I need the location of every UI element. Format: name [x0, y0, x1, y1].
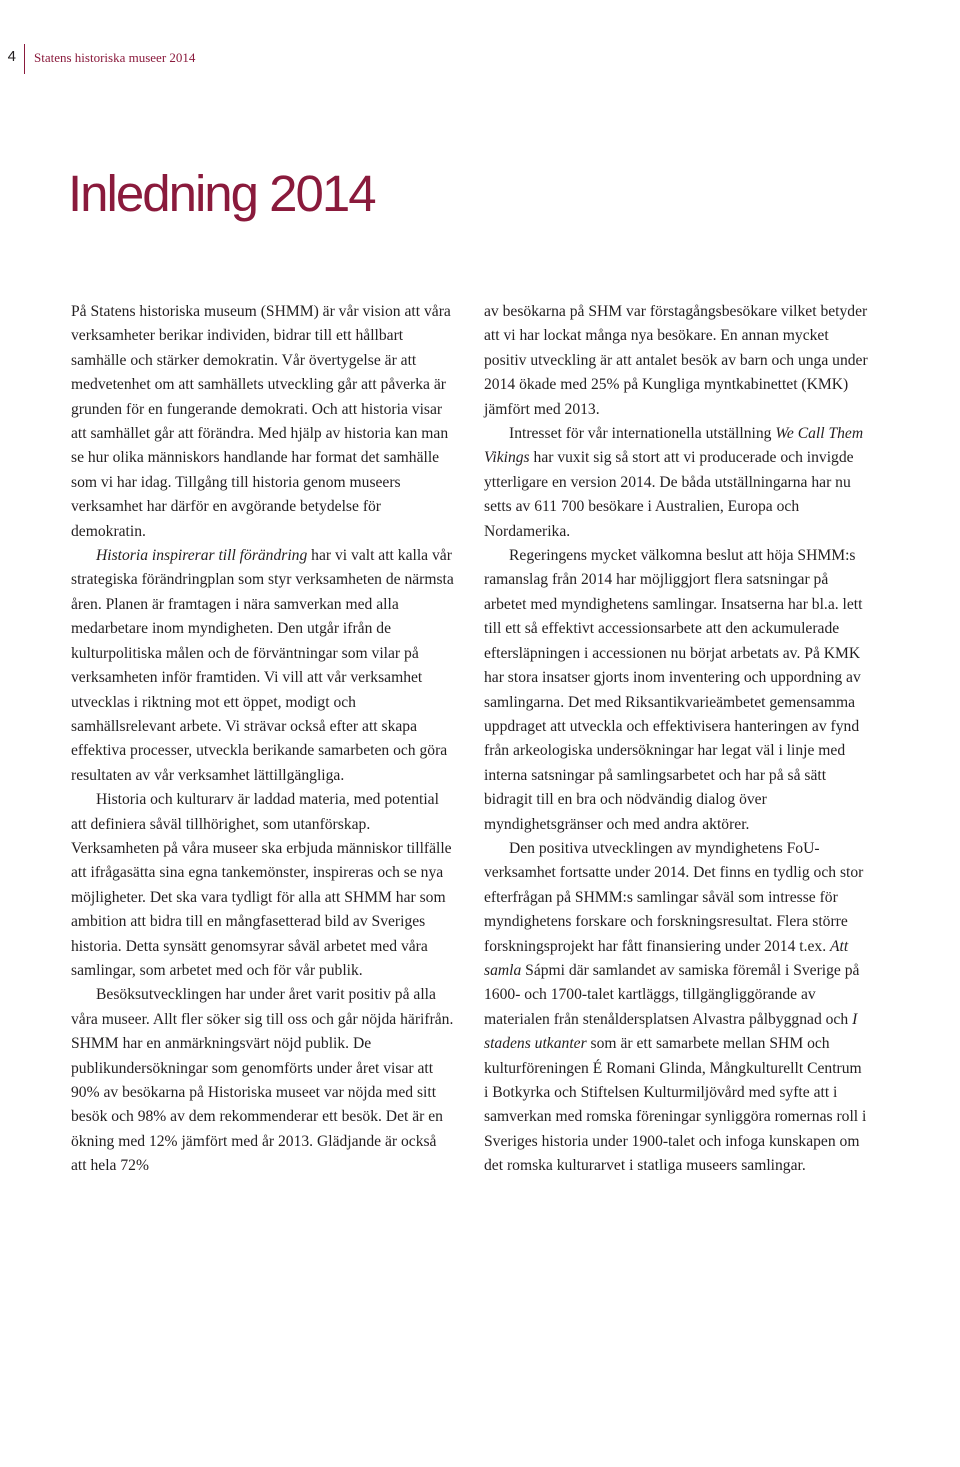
paragraph-text: som är ett samarbete mellan SHM och kulturföreningen É Romani Glinda, Mångkulturellt Centrum i Botkyrka och Stiftelsen Kulturmiljövård med syfte att i samverkan med romska föreningar synliggöra romernas roll i Sveriges historia under 1900-talet och infoga kunskapen om det romska kulturarvet i statliga museers samlingar. [484, 1035, 867, 1175]
paragraph-text: Den positiva utvecklingen av myndighetens FoU-verksamhet fortsatte under 2014. Det finns en tydlig och stor efterfrågan på SHMM:s samlingar såväl som intresse för myndighetens forskare och forskningsresultat. Flera större forskningsprojekt har fått finansiering under 2014 t.ex. [484, 839, 864, 955]
left-column [71, 300, 455, 1179]
paragraph-emphasis: Historia inspirerar till förändring [96, 547, 308, 565]
paragraph [71, 788, 455, 983]
paragraph-text: Sápmi där samlandet av samiska föremål i Sverige på 1600- och 1700-talet kartläggs, tillgängliggörande av materialen från stenåldersplatsen Alvastra pålbyggnad och [484, 961, 860, 1028]
paragraph-text: Historia och kulturarv är laddad materia, med potential att definiera såväl tillhörighet, som utanförskap. Verksamheten på våra museer ska erbjuda människor tillfälle att ifrågasätta sina egna tankemönster, inspireras och se nya möjligheter. Det ska vara tydligt för alla att SHMM har som ambition att bidra till en mångfasetterad bild av Sveriges historia. Detta synsätt genomsyrar såväl arbetet med våra samlingar, som arbetet med och för vår publik. [71, 791, 452, 979]
paragraph-text: av besökarna på SHM var förstagångsbesökare vilket betyder att vi har lockat många nya besökare. En annan mycket positiv utveckling är att antalet besök av barn och unga under 2014 ökade med 25% på Kungliga myntkabinettet (KMK) jämfört med 2013. [484, 303, 868, 418]
paragraph [71, 544, 455, 788]
paragraph [484, 544, 868, 837]
paragraph [71, 983, 455, 1178]
paragraph-emphasis: I stadens utkanter [484, 1010, 858, 1053]
paragraph-text: Intresset för vår internationella utställning [509, 425, 776, 443]
paragraph [484, 837, 868, 1179]
paragraph [71, 300, 455, 544]
paragraph-text: Regeringens mycket välkomna beslut att höja SHMM:s ramanslag från 2014 har möjliggjort flera satsningar på arbetet med myndighetens samlingar. Insatserna har bl.a. lett till ett så effektivt accessionsarbete att den ackumulerade eftersläpningen i accessionen nu börjat arbetats av. På KMK har stora insatser gjorts inom inventering och uppordning av samlingarna. Det med Riksantikvarieämbetet gemensamma uppdraget att utveckla och effektivisera hanteringen av fynd från arkeologiska undersökningar har legat väl i linje med interna satsningar på samlingsarbetet och har på så sätt bidragit till en bra och nödvändig dialog över myndighetsgränser och med andra aktörer. [484, 547, 863, 833]
page-title: Inledning 2014 [68, 165, 375, 222]
paragraph-emphasis: We Call Them Vikings [484, 425, 864, 467]
paragraph-text: har vi valt att kalla vår strategiska förändringplan som styr verksamheten de närmsta åren. Planen är framtagen i nära samverkan med alla medarbetare inom myndigheten. Den utgår ifrån de kulturpolitiska målen och de förväntningar som vilar på verksamheten inför framtiden. Vi vill att vår verksamhet utvecklas i riktning mot ett öppet, modigt och samhällsrelevant arbete. Vi strävar också efter att skapa effektiva processer, utveckla berikande samarbeten och göra resultaten av vår verksamhet lättillgängliga. [71, 547, 454, 784]
paragraph-emphasis: Att samla [484, 937, 849, 979]
paragraph-text: har vuxit sig så stort att vi producerade och invigde ytterligare en version 2014. De båda utställningarna har nu setts av 611 700 besökare i Australien, Europa och Nordamerika. [484, 449, 854, 540]
header-divider [24, 44, 25, 74]
paragraph [484, 300, 868, 422]
paragraph [484, 422, 868, 544]
right-column [484, 300, 868, 1179]
running-title: Statens historiska museer 2014 [34, 50, 196, 65]
page-number: 4 [7, 48, 16, 65]
paragraph-text: På Statens historiska museum (SHMM) är vår vision att våra verksamheter berikar individen, bidrar till ett hållbart samhälle och stärker demokratin. Vår övertygelse är att medvetenhet om att samhällets utveckling går att påverka är grunden för en fungerande demokrati. Och att historia visar att samhället går att förändra. Med hjälp av historia kan man se hur olika människors handlande har format det samhälle som vi har idag. Tillgång till historia genom museers verksamhet har därför en avgörande betydelse för demokratin. [71, 303, 451, 540]
paragraph-text: Besöksutvecklingen har under året varit positiv på alla våra museer. Allt fler söker sig till oss och går nöjda härifrån. SHMM har en anmärkningsvärt nöjd publik. De publikundersökningar som genomförts under året visar att 90% av besökarna på Historiska museet var nöjda med sitt besök och 98% av dem rekommenderar ett besök. Det är en ökning med 12% jämfört med år 2013. Glädjande är också att hela 72% [71, 986, 454, 1175]
